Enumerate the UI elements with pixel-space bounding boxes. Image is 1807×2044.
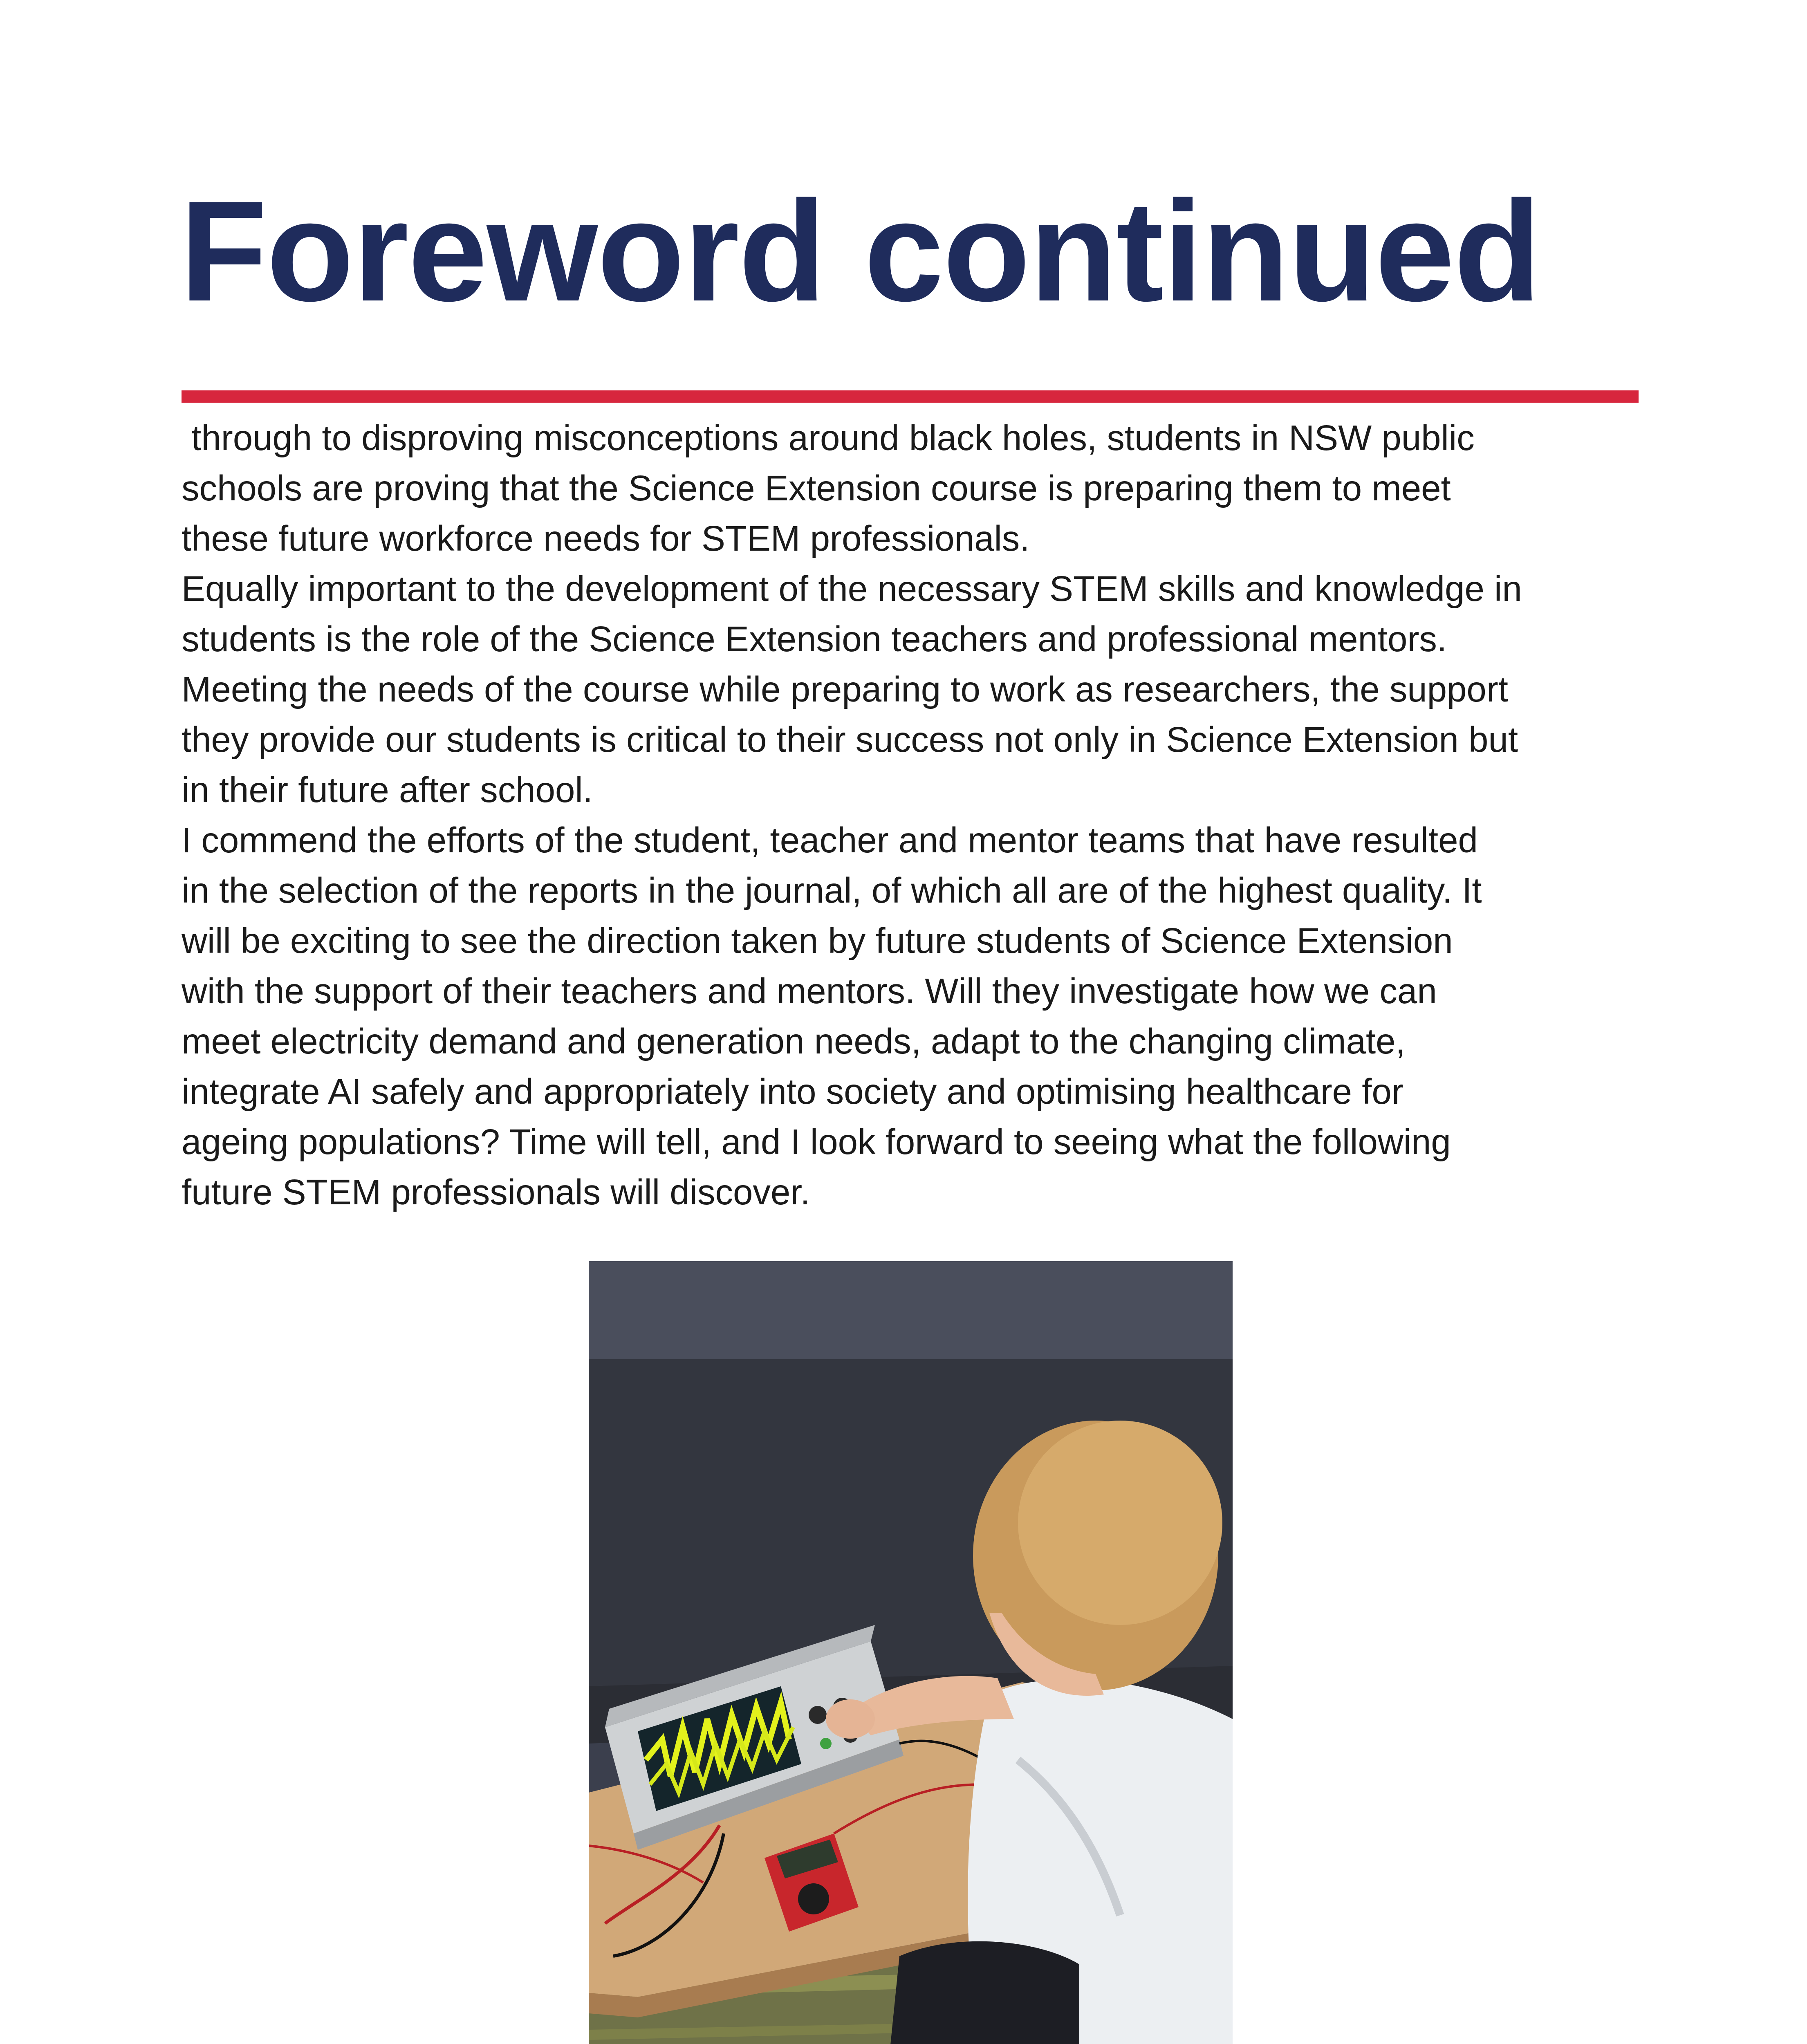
top-divider xyxy=(182,390,1639,403)
body-line: ageing populations? Time will tell, and I look forward to seeing what the following xyxy=(182,1122,1451,1162)
body-line: these future workforce needs for STEM professionals. xyxy=(182,519,1030,558)
page-title: Foreword continued xyxy=(180,171,1540,331)
body-line: in their future after school. xyxy=(182,770,593,810)
body-line: with the support of their teachers and mentors. Will they investigate how we can xyxy=(182,971,1437,1011)
body-line: in the selection of the reports in the journal, of which all are of the highest quality. It xyxy=(182,871,1482,910)
body-line: they provide our students is critical to their success not only in Science Extension but xyxy=(182,720,1518,760)
body-line: meet electricity demand and generation needs, adapt to the changing climate, xyxy=(182,1022,1406,1061)
body-line: schools are proving that the Science Extension course is preparing them to meet xyxy=(182,468,1451,508)
body-line: Equally important to the development of the necessary STEM skills and knowledge in xyxy=(182,569,1522,609)
body-line: I commend the efforts of the student, teacher and mentor teams that have resulted xyxy=(182,820,1478,860)
body-line: Meeting the needs of the course while preparing to work as researchers, the support xyxy=(182,670,1508,709)
body-text xyxy=(182,413,1653,1217)
body-line: future STEM professionals will discover. xyxy=(182,1172,810,1212)
body-line: integrate AI safely and appropriately into society and optimising healthcare for xyxy=(182,1072,1403,1112)
body-line: students is the role of the Science Extension teachers and professional mentors. xyxy=(182,619,1447,659)
student-oscilloscope-photo xyxy=(589,1261,1233,2044)
body-line: through to disproving misconceptions around black holes, students in NSW public xyxy=(182,418,1475,458)
body-line: will be exciting to see the direction taken by future students of Science Extension xyxy=(182,921,1453,961)
